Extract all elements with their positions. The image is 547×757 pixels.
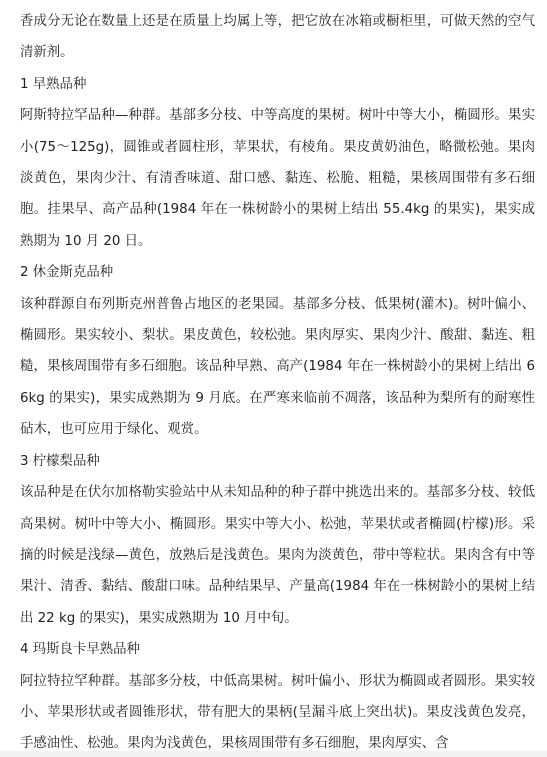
section-heading-2: 2 休金斯克品种: [20, 265, 114, 281]
section-body-2: 该种群源自布列斯克州普鲁占地区的老果园。基部多分枝、低果树(灌木)。树叶偏小、椭圆形。果实较小、梨状。果皮黄色，较松弛。果肉厚实、果肉少汁、酸甜、黏连、粗糙，果核周围带有多石细胞。该品种早熟、高产(1984 年在一株树龄小的果树上结出 66kg 的果实)，果实成熟期为 9 月底。在严寒来临前不凋落，该品种为梨所有的耐寒性砧木，也可应用于绿化、观赏。: [20, 296, 535, 438]
section-body-3: 该品种是在伏尔加格勒实验站中从未知品种的种子群中挑选出来的。基部多分枝、较低高果树。树叶中等大小、椭圆形。果实中等大小、松弛，苹果状或者椭圆(柠檬)形。采摘的时候是浅绿—黄色，放熟后是浅黄色。果肉为淡黄色，带中等粒状。果肉含有中等果汁、清香、黏结、酸甜口味。品种结果早、产量高(1984 年在一株树龄小的果树上结出 22 kg 的果实)，果实成熟期为 10 月中旬。: [20, 485, 535, 626]
section-heading-4: 4 玛斯良卡早熟品种: [20, 642, 140, 658]
document-content: [20, 6, 535, 757]
section-heading-3: 3 柠檬梨品种: [20, 453, 100, 469]
section-heading-1: 1 早熟品种: [20, 76, 87, 92]
page-bottom-edge: [0, 751, 547, 757]
section-body-1: 阿斯特拉罕品种—种群。基部多分枝、中等高度的果树。树叶中等大小，椭圆形。果实小(75～125g)，圆锥或者圆柱形，苹果状，有棱角。果皮黄奶油色，略微松弛。果肉淡黄色，果肉少汁、有清香味道、甜口感、黏连、松脆、粗糙，果核周围带有多石细胞。挂果早、高产品种(1984 年在一株树龄小的果树上结出 55.4kg 的果实)，果实成熟期为 10 月 20 日。: [20, 108, 535, 249]
section-body-4: 阿拉特拉罕种群。基部多分枝，中低高果树。树叶偏小、形状为椭圆或者圆形。果实较小、苹果形状或者圆锥形状，带有肥大的果柄(呈漏斗底上突出状)。果皮浅黄色发亮，手感油性、松弛。果肉为浅黄色，果核周围带有多石细胞，果肉厚实、含: [20, 673, 535, 752]
intro-paragraph: 香成分无论在数量上还是在质量上均属上等，把它放在冰箱或橱柜里，可做天然的空气清新剂。: [20, 14, 535, 61]
